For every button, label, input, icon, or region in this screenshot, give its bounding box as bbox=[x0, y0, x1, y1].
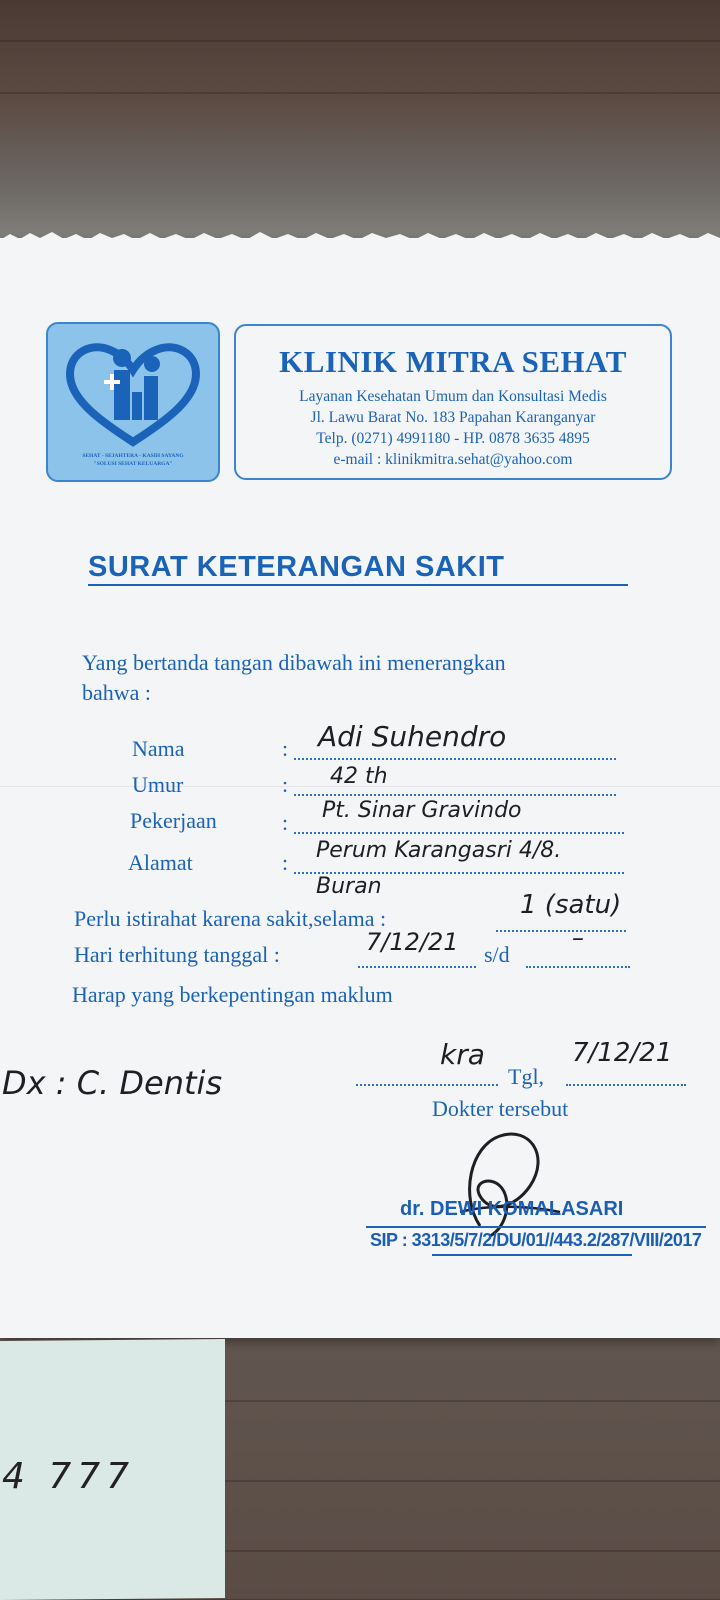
field-colon: : bbox=[282, 810, 289, 835]
doctor-sip: SIP : 3313/5/7/2/DU/01//443.2/287/VIII/2017 bbox=[370, 1230, 702, 1250]
field-colon: : bbox=[282, 772, 289, 797]
logo-caption-line-2: "SOLUSI SEHAT KELUARGA" bbox=[93, 461, 173, 467]
clinic-phone: Telp. (0271) 4991180 - HP. 0878 3635 4895 bbox=[316, 430, 590, 447]
rest-value: 1 (satu) bbox=[520, 890, 622, 920]
until-value: – bbox=[572, 924, 584, 952]
clinic-tagline: Layanan Kesehatan Umum dan Konsultasi Medis bbox=[299, 388, 607, 405]
field-value-umur: 42 th bbox=[330, 764, 388, 789]
logo-caption-line-1: SEHAT - SEJAHTERA - KASIH SAYANG bbox=[82, 453, 184, 459]
field-colon: : bbox=[282, 850, 289, 875]
logo-caption bbox=[52, 452, 214, 468]
clinic-header bbox=[234, 324, 672, 480]
rest-label: Perlu istirahat karena sakit,selama : bbox=[74, 906, 387, 931]
field-value-nama: Adi Suhendro bbox=[318, 720, 507, 753]
field-dots bbox=[294, 832, 624, 834]
field-value-alamat-line-2: Buran bbox=[316, 874, 382, 899]
field-value-pekerjaan: Pt. Sinar Gravindo bbox=[322, 798, 522, 823]
tgl-value: 7/12/21 bbox=[572, 1038, 673, 1068]
field-value-alamat: Perum Karangasri 4/8. bbox=[316, 838, 562, 863]
rest-dots bbox=[496, 930, 626, 932]
place-value: kra bbox=[440, 1038, 485, 1071]
date-value: 7/12/21 bbox=[366, 928, 459, 956]
clinic-logo bbox=[46, 322, 220, 482]
torn-edge bbox=[0, 230, 720, 246]
doctor-label: Dokter tersebut bbox=[432, 1096, 569, 1121]
field-colon: : bbox=[282, 736, 289, 761]
sick-letter-paper bbox=[0, 238, 720, 1338]
field-label-umur: Umur bbox=[132, 772, 184, 797]
clinic-email: e-mail : klinikmitra.sehat@yahoo.com bbox=[333, 451, 573, 468]
document-title: SURAT KETERANGAN SAKIT bbox=[88, 550, 628, 586]
date-dots bbox=[358, 966, 476, 968]
intro-line-1: Yang bertanda tangan dibawah ini menerangkan bbox=[82, 650, 506, 675]
doctor-name: dr. DEWI KOMALASARI bbox=[400, 1198, 624, 1220]
field-label-pekerjaan: Pekerjaan bbox=[130, 808, 217, 833]
diagnosis-note: Dx : C. Dentis bbox=[2, 1064, 223, 1102]
closing-text: Harap yang berkepentingan maklum bbox=[72, 982, 393, 1007]
intro-line-2: bahwa : bbox=[82, 680, 152, 705]
date-label: Hari terhitung tanggal : bbox=[74, 942, 280, 967]
tgl-label: Tgl, bbox=[508, 1064, 545, 1089]
place-dots bbox=[356, 1084, 498, 1086]
doctor-name-underline bbox=[366, 1226, 706, 1228]
field-dots bbox=[294, 758, 616, 760]
until-dots bbox=[526, 966, 630, 968]
sip-underline bbox=[432, 1254, 632, 1256]
clinic-name: KLINIK MITRA SEHAT bbox=[279, 344, 627, 379]
sticky-note-text: 4 777 bbox=[2, 1456, 136, 1497]
clinic-address: Jl. Lawu Barat No. 183 Papahan Karanganyar bbox=[310, 409, 596, 426]
tgl-dots bbox=[566, 1084, 686, 1086]
until-label: s/d bbox=[484, 942, 510, 967]
field-label-alamat: Alamat bbox=[128, 850, 193, 875]
heart-family-icon bbox=[62, 334, 204, 450]
field-dots bbox=[294, 794, 616, 796]
field-label-nama: Nama bbox=[132, 736, 185, 761]
